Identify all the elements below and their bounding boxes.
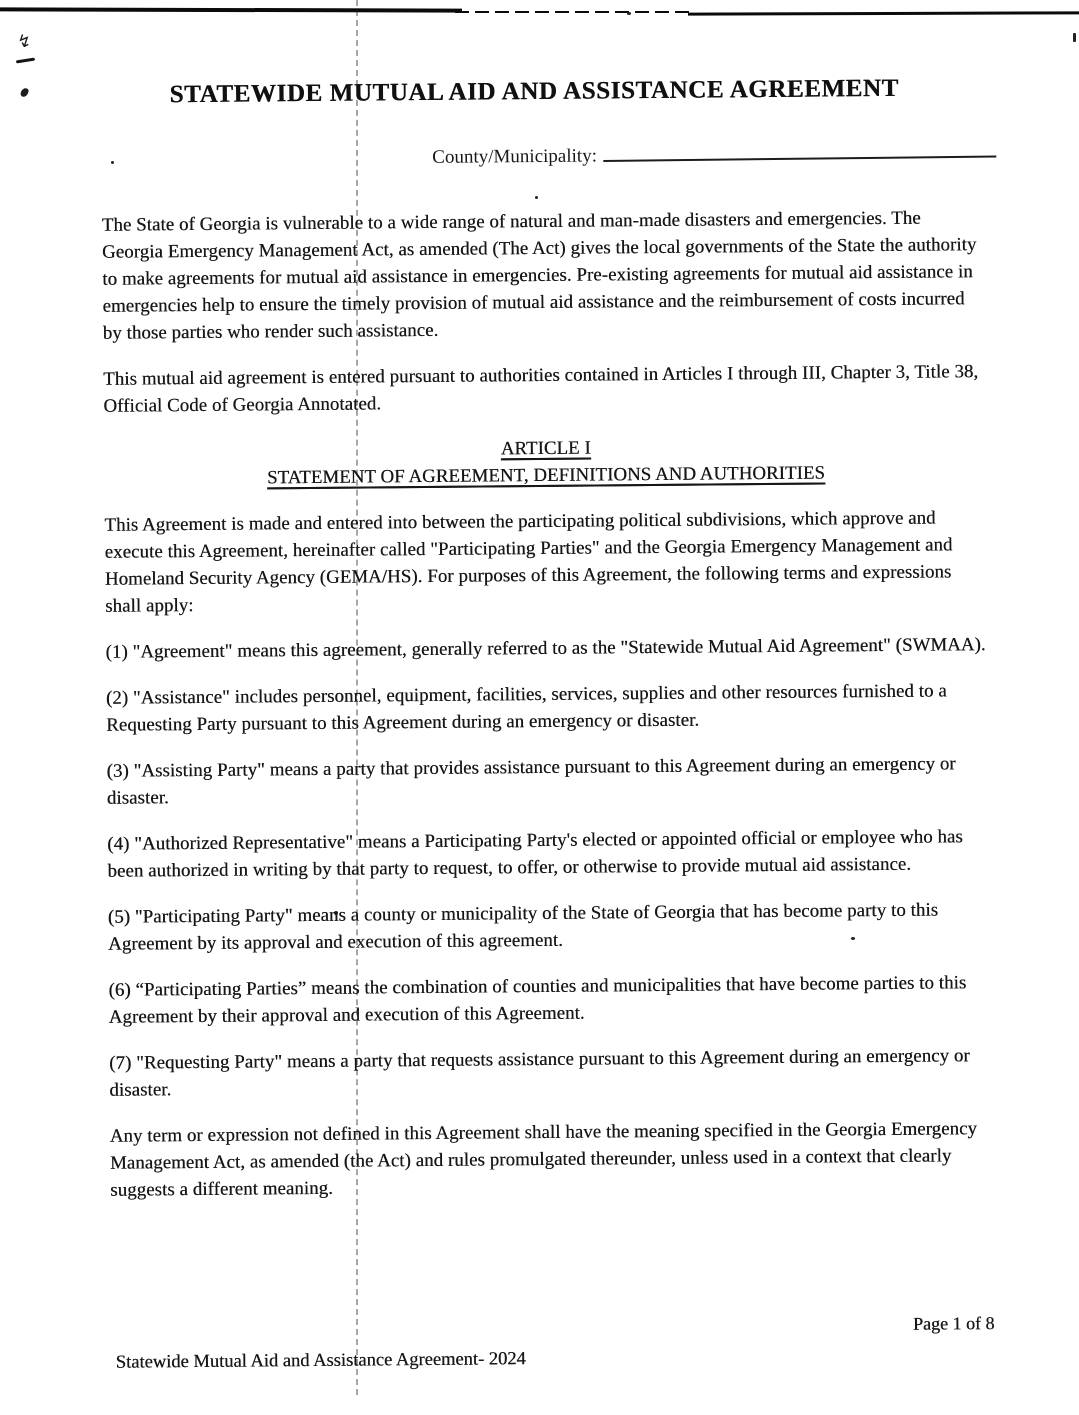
definition-item-2: (2) "Assistance" includes personnel, equipment, facilities, services, supplies and other resources furnished to a Requesting Party pursuant to this Agreement during an emergency or disaster. bbox=[105, 680, 947, 736]
document-footer-label: Statewide Mutual Aid and Assistance Agreement- 2024 bbox=[115, 1349, 526, 1373]
definition-item-5: (5) "Participating Party" means a county or municipality of the State of Georgia that has become party to this Agreement by its approval and execution of this agreement. bbox=[107, 899, 939, 955]
pen-mark-artifact: ↯ bbox=[15, 31, 33, 53]
definition-item-7: (7) "Requesting Party" means a party that requests assistance pursuant to this Agreement during an emergency or disaster. bbox=[109, 1045, 970, 1101]
article-heading bbox=[104, 431, 988, 493]
definition-item-1: (1) "Agreement" means this agreement, generally referred to as the "Statewide Mutual Aid Agreement" (SWMAA). bbox=[105, 634, 986, 663]
definition-item-4: (4) "Authorized Representative" means a Participating Party's elected or appointed official or employee who has been authorized in writing by that party to request, to offer, or otherwise to provide mutual aid assistance. bbox=[107, 826, 963, 882]
definition-item-3: (3) "Assisting Party" means a party that provides assistance pursuant to this Agreement during an emergency or disaster. bbox=[106, 753, 956, 809]
intro-paragraph: The State of Georgia is vulnerable to a wide range of natural and man-made disasters and emergencies. The Georgia Emergency Management Act, as amended (The Act) gives the local governments of the State the authority to make agreements for mutual aid assistance in emergencies. Pre-existing agreements for mutual aid assistance in emergencies help to ensure the timely provision of mutual aid assistance and the reimbursement of costs incurred by those parties who render such assistance. bbox=[101, 207, 977, 344]
page-number: Page 1 of 8 bbox=[912, 1313, 995, 1334]
definition-item-6: (6) “Participating Parties” means the combination of counties and municipalities that have become parties to this Agreement by their approval and execution of this Agreement. bbox=[108, 972, 967, 1028]
article-heading-line1: ARTICLE I bbox=[500, 437, 591, 460]
county-municipality-blank-line bbox=[603, 141, 996, 161]
closing-paragraph: Any term or expression not defined in this Agreement shall have the meaning specified in the Georgia Emergency Management Act, as amended (the Act) and rules promulgated thereunder, unless used in a context that clearly suggests a different meaning. bbox=[109, 1118, 978, 1201]
county-municipality-field bbox=[432, 142, 996, 169]
scan-speck-artifact bbox=[1073, 33, 1076, 42]
agreement-paragraph: This Agreement is made and entered into between the participating political subdivisions, which approve and execute this Agreement, hereinafter called "Participating Parties" and the Georgia Emergency Management and Homeland Security Agency (GEMA/HS). For purposes of this Agreement, the following terms and expressions shall apply: bbox=[104, 507, 953, 617]
authority-paragraph: This mutual aid agreement is entered pursuant to authorities contained in Articles I through III, Chapter 3, Title 38, Official Code of Georgia Annotated. bbox=[103, 361, 979, 417]
county-municipality-label: County/Municipality: bbox=[432, 145, 598, 168]
article-heading-line2: STATEMENT OF AGREEMENT, DEFINITIONS AND AUTHORITIES bbox=[266, 462, 826, 489]
document-title: STATEWIDE MUTUAL AID AND ASSISTANCE AGREEMENT bbox=[169, 74, 899, 109]
document-body bbox=[102, 204, 995, 1223]
